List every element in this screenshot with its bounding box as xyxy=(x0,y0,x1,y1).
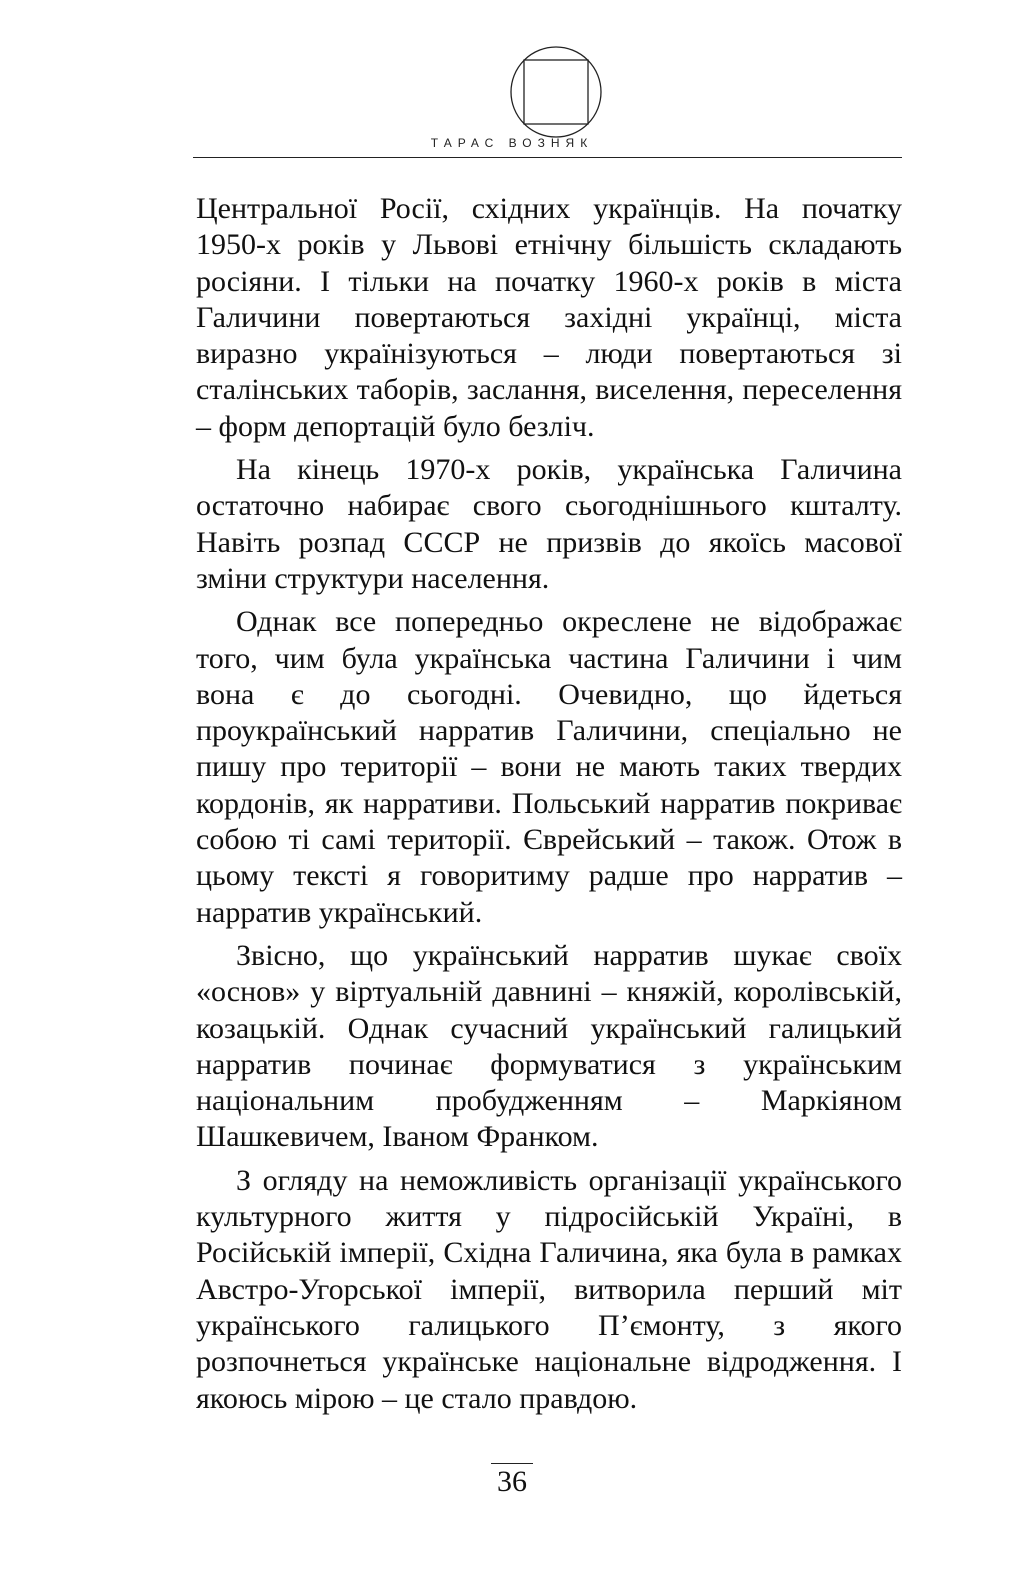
paragraph-5: З огляду на неможливість організації українського культурного життя у підросійській Україні, в Російській імперії, Східна Галичина, яка була в рамках Австро-Угорської імперії, витворила перший міт українського галицького П’ємонту, з якого розпочнеться українське національне відродження. І якоюсь мірою – це стало правдою. xyxy=(196,1163,902,1415)
paragraph-3: Однак все попередньо окреслене не відображає того, чим була українська частина Галичини і чим вона є до сьогодні. Очевидно, що йдеться проукраїнський нарратив Галичини, спеціально не пишу про території – вони не мають таких твердих кордонів, як нарративи. Польський нарратив покриває собою ті самі території. Єврейський – також. Отож в цьому тексті я говоритиму радше про нарратив – нарратив український. xyxy=(196,605,902,929)
paragraph-1: Центральної Росії, східних українців. На початку 1950-х років у Львові етнічну більшість складають росіяни. І тільки на початку 1960-х років в міста Галичини повертаються західні українці, міста виразно українізуються – люди повертаються зі сталінських таборів, заслання, виселення, переселення – форм депортацій було безліч. xyxy=(196,192,902,443)
paragraph-2: На кінець 1970-х років, українська Галичина остаточно набирає свого сьогоднішнього кшталту. Навіть розпад СССР не призвів до якоїсь масової зміни структури населення. xyxy=(196,453,902,595)
body-text xyxy=(196,191,902,1424)
circle-square-emblem-icon xyxy=(509,45,603,139)
page-number: 36 xyxy=(491,1463,533,1499)
running-head-author: ТАРАС ВОЗНЯК xyxy=(430,136,594,150)
paragraph-4: Звісно, що український нарратив шукає своїх «основ» у віртуальній давнині – княжій, королівській, козацькій. Однак сучасний український галицький нарратив починає формуватися з українським національним пробудженням – Маркіяном Шашкевичем, Іваном Франком. xyxy=(196,938,902,1154)
page-footer xyxy=(0,1463,1024,1499)
header-rule xyxy=(193,157,902,158)
